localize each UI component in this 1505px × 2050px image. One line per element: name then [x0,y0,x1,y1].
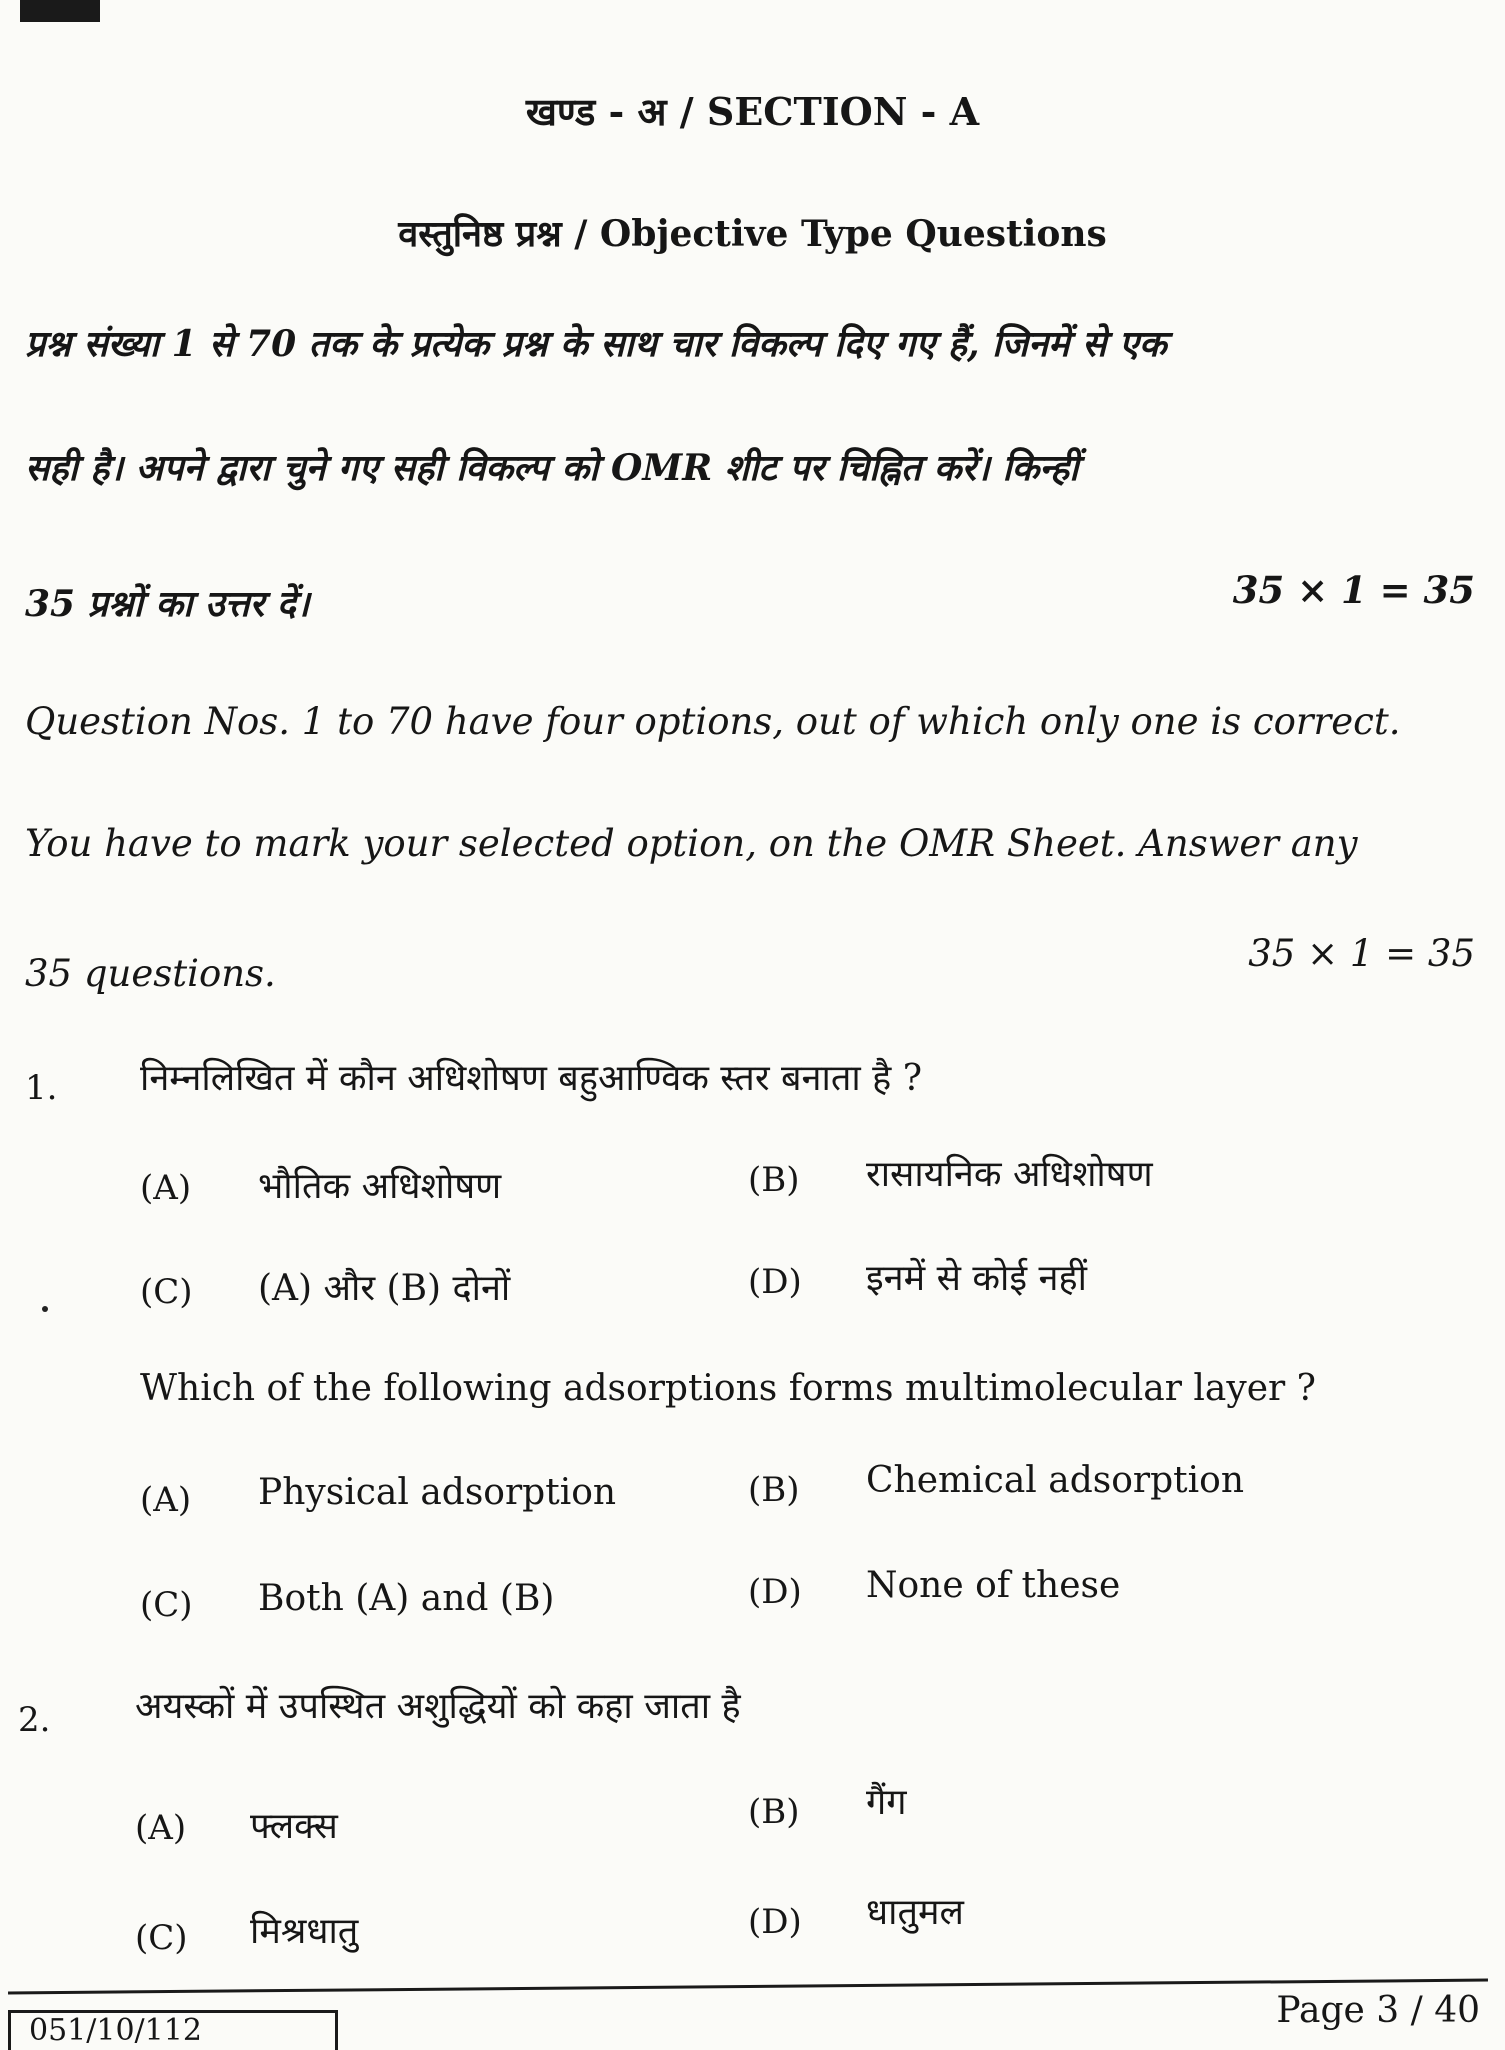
option-text: भौतिक अधिशोषण [258,1166,502,1207]
option-text: Physical adsorption [258,1472,617,1513]
option-text: रासायनिक अधिशोषण [866,1154,1153,1195]
marks-en: 35 × 1 = 35 [1248,932,1475,975]
option-label: (A) [135,1808,187,1848]
section-subtitle: वस्तुनिष्ठ प्रश्न / Objective Type Questions [398,213,1107,255]
option-label: (A) [140,1168,192,1208]
option-text: Both (A) and (B) [258,1578,555,1619]
question-text-hi: अयस्कों में उपस्थित अशुद्धियों को कहा जाता है [135,1686,741,1727]
instruction-hi-line-1 [25,318,1477,367]
stray-mark [42,1306,48,1312]
option-label: (C) [135,1918,188,1958]
option-label: (B) [748,1160,800,1200]
instruction-hi-line-2 [25,442,1477,491]
paper-code: 051/10/112 [29,2013,202,2048]
option-label: (C) [140,1272,193,1312]
instruction-hi-text-1: प्रश्न संख्या 1 से 70 तक के प्रत्येक प्रश्न के साथ चार विकल्प दिए गए हैं, जिनमें से एक [25,323,1167,365]
instruction-hi-text-2: सही है। अपने द्वारा चुने गए सही विकल्प को OMR शीट पर चिह्नित करें। किन्हीं [25,447,1079,489]
option-text: धातुमल [866,1892,964,1933]
instruction-en-line-1: Question Nos. 1 to 70 have four options, out of which only one is correct. [25,700,1401,743]
section-title: खण्ड - अ / SECTION - A [525,89,980,134]
question-number: 2. [18,1700,51,1740]
page-number: Page 3 / 40 [1276,1990,1480,2031]
option-text: None of these [866,1565,1121,1606]
option-label: (D) [748,1262,802,1302]
option-label: (D) [748,1572,802,1612]
option-text: इनमें से कोई नहीं [866,1258,1087,1299]
footer-divider [8,1979,1488,1995]
option-label: (D) [748,1902,802,1942]
question-text-en: Which of the following adsorptions forms multimolecular layer ? [140,1368,1316,1409]
question-number: 1. [25,1068,58,1108]
option-text: मिश्रधातु [250,1911,359,1952]
page-corner-mark [20,0,100,22]
paper-code-box [8,2010,338,2050]
option-text: गैंग [866,1782,907,1823]
option-label: (C) [140,1585,193,1625]
option-label: (B) [748,1792,800,1832]
instruction-hi-line-3: 35 प्रश्नों का उत्तर दें। [25,583,310,625]
option-label: (B) [748,1470,800,1510]
option-text: (A) और (B) दोनों [258,1268,511,1309]
instruction-en-line-2: You have to mark your selected option, on the OMR Sheet. Answer any [25,822,1358,865]
question-text-hi: निम्नलिखित में कौन अधिशोषण बहुआण्विक स्तर बनाता है ? [140,1058,922,1099]
instruction-en-line-3: 35 questions. [25,952,276,995]
option-text: फ्लक्स [250,1806,338,1847]
marks-hi: 35 × 1 = 35 [1232,568,1475,612]
option-text: Chemical adsorption [866,1460,1245,1501]
option-label: (A) [140,1480,192,1520]
